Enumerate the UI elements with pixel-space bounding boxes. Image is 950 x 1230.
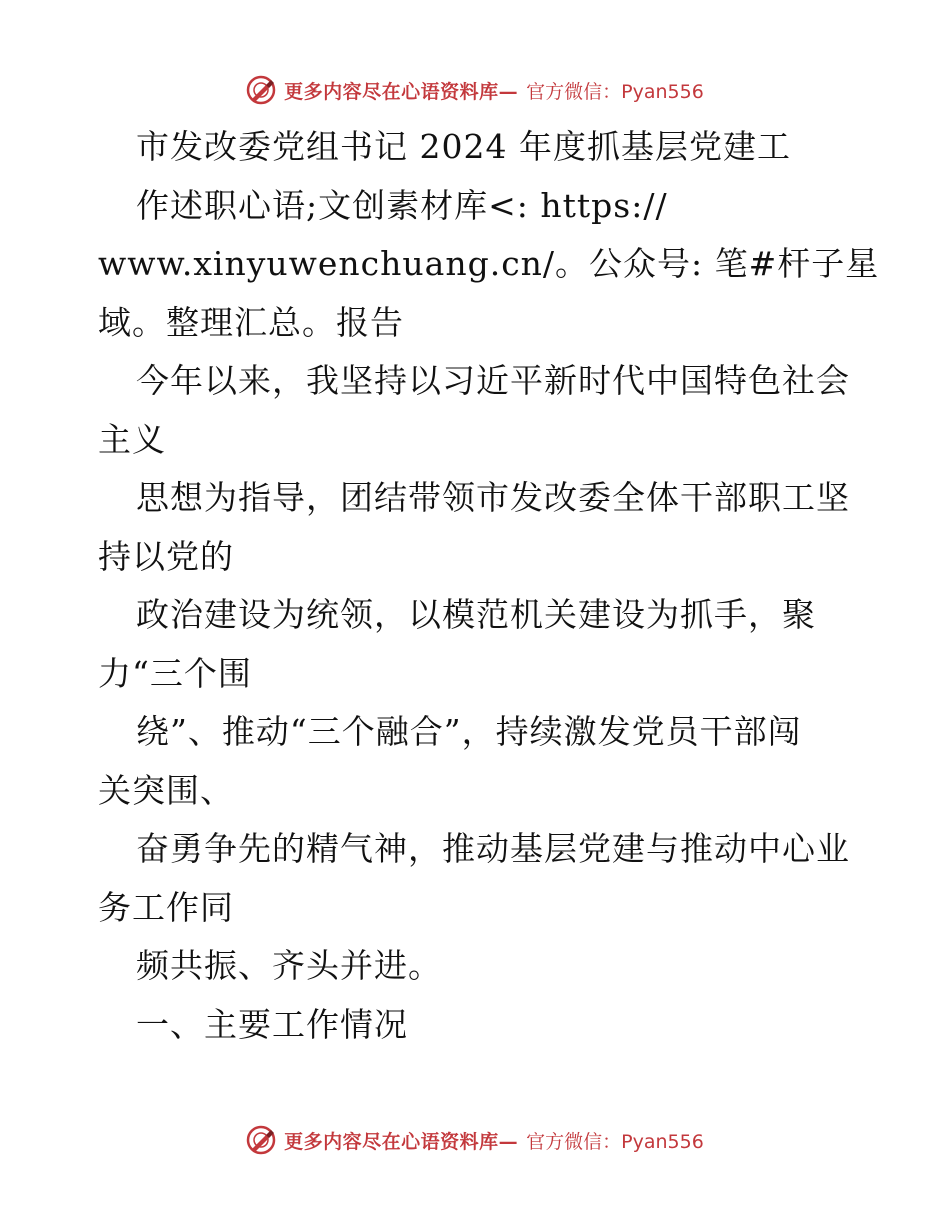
footer-banner-wechat: 官方微信：Pyan556 (526, 1130, 704, 1153)
section-heading: 一、主要工作情况 (136, 1004, 408, 1044)
footer-banner-text: 更多内容尽在心语资料库— (284, 1130, 519, 1153)
paragraph-line: 主义 (98, 419, 166, 459)
paragraph-line: 力“三个围 (98, 653, 252, 693)
paragraph-line: 频共振、齐头并进。 (136, 946, 442, 985)
footer-banner (0, 1120, 950, 1160)
paragraph-line: 今年以来，我坚持以习近平新时代中国特色社会 (136, 361, 850, 400)
document-title-line-4: 域。整理汇总。报告 (98, 302, 404, 342)
header-banner-wechat: 官方微信：Pyan556 (526, 80, 704, 103)
paragraph-line: 政治建设为统领，以模范机关建设为抓手，聚 (136, 595, 816, 634)
pen-nib-logo-icon (246, 75, 276, 105)
paragraph-line: 关突围、 (98, 770, 234, 810)
paragraph-line: 绕”、推动“三个融合”，持续激发党员干部闯 (136, 712, 802, 751)
pen-nib-logo-icon (246, 1125, 276, 1155)
paragraph-line: 奋勇争先的精气神，推动基层党建与推动中心业 (136, 829, 850, 868)
paragraph-line: 务工作同 (98, 887, 234, 927)
document-title-line-2: 作述职心语;文创素材库<: https:// (136, 185, 668, 225)
document-title-line-3: www.xinyuwenchuang.cn/。公众号: 笔#杆子星 (98, 244, 880, 283)
paragraph-line: 思想为指导，团结带领市发改委全体干部职工坚 (136, 478, 850, 517)
document-body (98, 118, 880, 1054)
paragraph-line: 持以党的 (98, 536, 234, 576)
header-banner-text: 更多内容尽在心语资料库— (284, 80, 519, 103)
header-banner (0, 70, 950, 110)
document-title-line-1: 市发改委党组书记 2024 年度抓基层党建工 (136, 127, 791, 166)
